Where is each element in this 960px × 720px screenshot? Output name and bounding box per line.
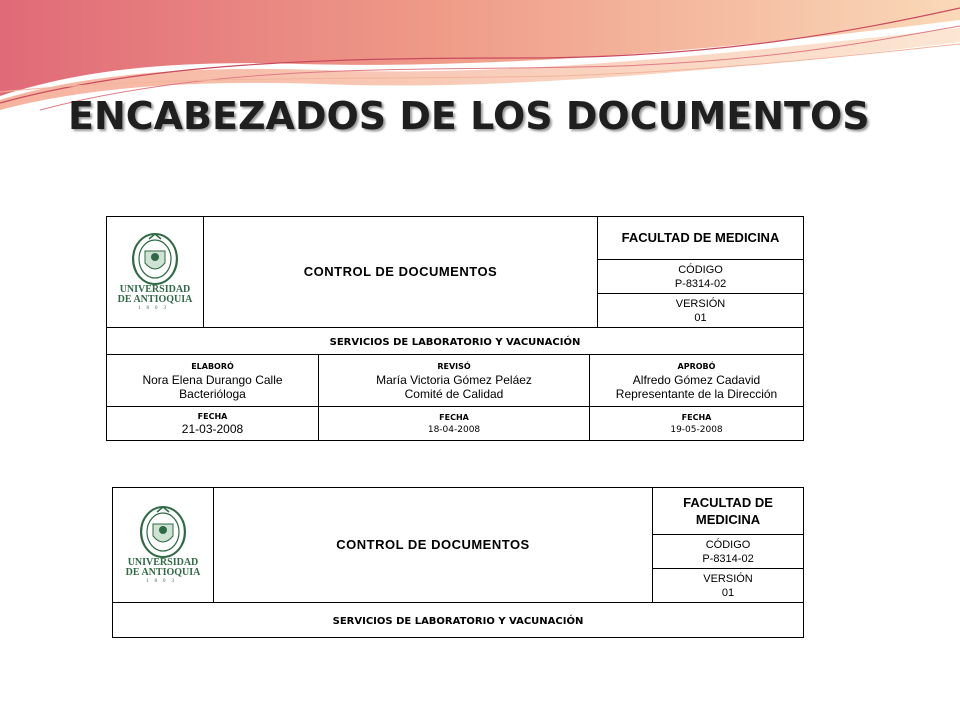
signature-name: Alfredo Gómez Cadavid <box>632 372 761 387</box>
version-label: VERSIÓN <box>703 572 753 585</box>
document-header-table-short <box>112 487 804 638</box>
version-cell <box>653 569 804 603</box>
signature-title: Representante de la Dirección <box>615 386 778 401</box>
faculty-cell <box>653 488 804 535</box>
date-cell <box>319 407 590 441</box>
control-title: CONTROL DE DOCUMENTOS <box>303 264 498 279</box>
faculty-title: FACULTAD DE MEDICINA <box>621 230 780 245</box>
control-cell <box>214 488 653 603</box>
signature-title: Comité de Calidad <box>404 386 504 401</box>
control-title: CONTROL DE DOCUMENTOS <box>336 537 530 552</box>
date-label: FECHA <box>197 412 228 421</box>
logo-name-line2: DE ANTIOQUIA <box>125 567 201 578</box>
code-label: CÓDIGO <box>705 538 751 551</box>
signature-cell <box>590 355 804 407</box>
signature-cell <box>107 355 319 407</box>
code-cell <box>598 260 804 294</box>
service-cell <box>107 328 804 355</box>
service-title: SERVICIOS DE LABORATORIO Y VACUNACIÓN <box>329 337 581 348</box>
version-value: 01 <box>694 311 707 324</box>
date-value: 19-05-2008 <box>670 424 723 435</box>
logo-name-line2: DE ANTIOQUIA <box>117 294 193 305</box>
date-cell <box>590 407 804 441</box>
date-value: 18-04-2008 <box>427 424 481 435</box>
faculty-title-line2: MEDICINA <box>695 512 761 527</box>
service-cell <box>113 603 804 638</box>
code-label: CÓDIGO <box>678 263 723 276</box>
service-title: SERVICIOS DE LABORATORIO Y VACUNACIÓN <box>332 616 584 627</box>
date-value: 21-03-2008 <box>181 422 244 436</box>
logo-cell <box>107 217 204 328</box>
logo-name-line1: UNIVERSIDAD <box>127 557 199 568</box>
signature-name: Nora Elena Durango Calle <box>142 372 283 387</box>
university-seal-icon <box>129 231 181 285</box>
signature-role: REVISÓ <box>437 361 471 371</box>
signature-cell <box>319 355 590 407</box>
signature-title: Bacterióloga <box>179 386 246 401</box>
faculty-title-line1: FACULTAD DE <box>683 495 773 510</box>
slide-title: ENCABEZADOS DE LOS DOCUMENTOS <box>68 94 870 138</box>
version-cell <box>598 294 804 328</box>
signature-role: APROBÓ <box>677 361 716 371</box>
logo-year: 1803 <box>138 306 172 311</box>
date-label: FECHA <box>439 412 469 422</box>
logo-cell <box>113 488 214 603</box>
signature-name: María Victoria Gómez Peláez <box>376 372 532 387</box>
logo-year: 1803 <box>146 579 180 584</box>
university-seal-icon <box>137 504 189 558</box>
date-cell <box>107 407 319 441</box>
code-value: P-8314-02 <box>702 552 754 565</box>
date-label: FECHA <box>681 412 712 422</box>
signature-role: ELABORÓ <box>191 361 234 371</box>
version-value: 01 <box>721 586 735 599</box>
code-cell <box>653 535 804 569</box>
logo-name-line1: UNIVERSIDAD <box>119 284 191 295</box>
version-label: VERSIÓN <box>675 297 726 310</box>
document-header-table-full <box>106 216 804 441</box>
control-cell <box>204 217 598 328</box>
code-value: P-8314-02 <box>674 277 727 290</box>
faculty-cell <box>598 217 804 260</box>
